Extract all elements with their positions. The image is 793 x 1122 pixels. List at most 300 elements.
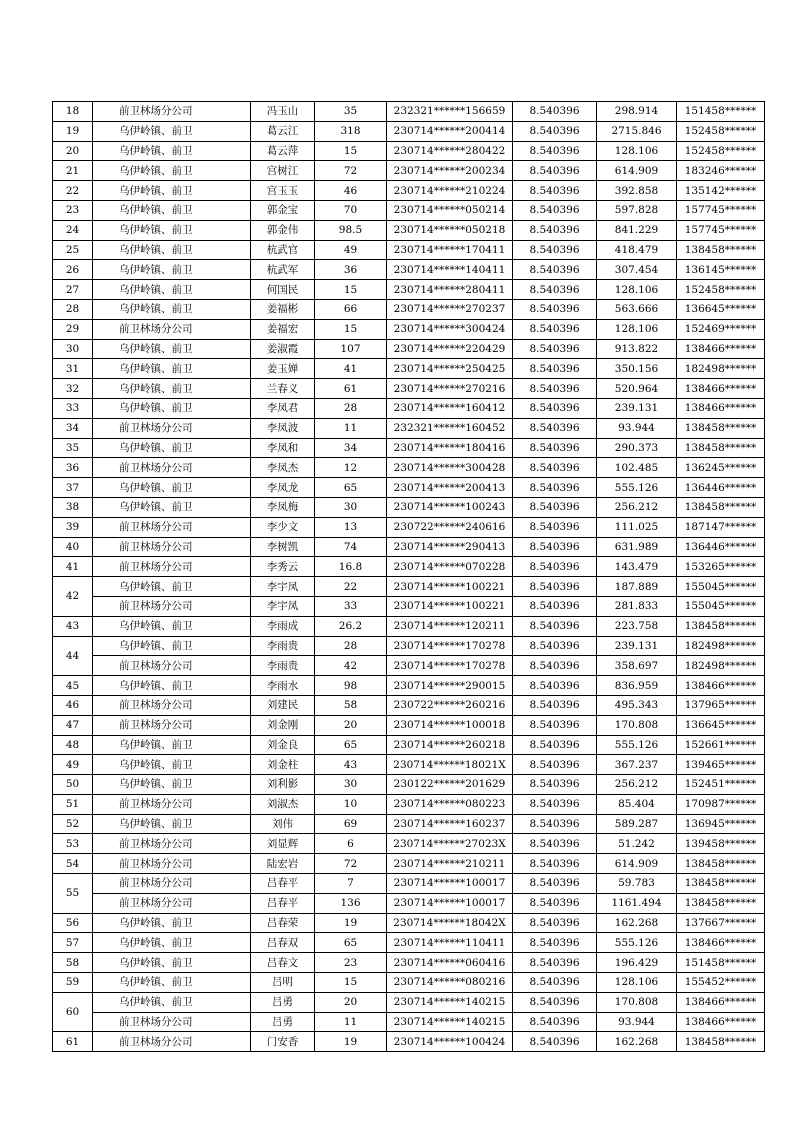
area-cell: 36: [315, 260, 387, 280]
rate-cell: 8.540396: [513, 418, 597, 438]
id-number-cell: 230714******080223: [387, 794, 513, 814]
area-cell: 10: [315, 794, 387, 814]
table-body: [53, 102, 765, 1052]
unit-cell: 乌伊岭镇、前卫: [93, 359, 251, 379]
table-row: [53, 181, 765, 201]
id-number-cell: 230714******180416: [387, 438, 513, 458]
table-row: [53, 537, 765, 557]
table-row: [53, 992, 765, 1012]
phone-cell: 155452******: [677, 973, 765, 993]
table-row: [53, 854, 765, 874]
amount-cell: 187.889: [597, 577, 677, 597]
amount-cell: 128.106: [597, 141, 677, 161]
rate-cell: 8.540396: [513, 933, 597, 953]
unit-cell: 前卫林场分公司: [93, 715, 251, 735]
rate-cell: 8.540396: [513, 775, 597, 795]
rate-cell: 8.540396: [513, 438, 597, 458]
unit-cell: 乌伊岭镇、前卫: [93, 933, 251, 953]
name-cell: 吕春荣: [251, 913, 315, 933]
amount-cell: 367.237: [597, 755, 677, 775]
table-row: [53, 557, 765, 577]
amount-cell: 102.485: [597, 458, 677, 478]
id-number-cell: 230714******050214: [387, 200, 513, 220]
id-number-cell: 230714******100221: [387, 596, 513, 616]
id-number-cell: 230714******170278: [387, 636, 513, 656]
id-number-cell: 230714******100017: [387, 893, 513, 913]
id-number-cell: 230714******060416: [387, 953, 513, 973]
area-cell: 15: [315, 319, 387, 339]
name-cell: 吕勇: [251, 992, 315, 1012]
amount-cell: 170.808: [597, 715, 677, 735]
name-cell: 姜福宏: [251, 319, 315, 339]
unit-cell: 乌伊岭镇、前卫: [93, 299, 251, 319]
unit-cell: 乌伊岭镇、前卫: [93, 913, 251, 933]
table-row: [53, 260, 765, 280]
table-row: [53, 913, 765, 933]
unit-cell: 前卫林场分公司: [93, 695, 251, 715]
name-cell: 杭武官: [251, 240, 315, 260]
area-cell: 98.5: [315, 220, 387, 240]
name-cell: 李雨成: [251, 616, 315, 636]
area-cell: 107: [315, 339, 387, 359]
id-number-cell: 230714******290015: [387, 676, 513, 696]
row-number-cell: 54: [53, 854, 93, 874]
name-cell: 宫树江: [251, 161, 315, 181]
unit-cell: 乌伊岭镇、前卫: [93, 141, 251, 161]
name-cell: 兰春义: [251, 379, 315, 399]
amount-cell: 597.828: [597, 200, 677, 220]
rate-cell: 8.540396: [513, 695, 597, 715]
amount-cell: 298.914: [597, 102, 677, 122]
row-number-cell: 49: [53, 755, 93, 775]
name-cell: 姜淑霞: [251, 339, 315, 359]
row-number-cell: 22: [53, 181, 93, 201]
phone-cell: 138458******: [677, 874, 765, 894]
rate-cell: 8.540396: [513, 161, 597, 181]
row-number-cell: 42: [53, 577, 93, 617]
id-number-cell: 230714******140411: [387, 260, 513, 280]
row-number-cell: 51: [53, 794, 93, 814]
rate-cell: 8.540396: [513, 537, 597, 557]
row-number-cell: 48: [53, 735, 93, 755]
rate-cell: 8.540396: [513, 953, 597, 973]
name-cell: 李凤和: [251, 438, 315, 458]
area-cell: 16.8: [315, 557, 387, 577]
id-number-cell: 230714******200414: [387, 121, 513, 141]
phone-cell: 138458******: [677, 893, 765, 913]
amount-cell: 495.343: [597, 695, 677, 715]
table-row: [53, 141, 765, 161]
rate-cell: 8.540396: [513, 200, 597, 220]
area-cell: 19: [315, 913, 387, 933]
amount-cell: 614.909: [597, 161, 677, 181]
phone-cell: 136645******: [677, 299, 765, 319]
row-number-cell: 30: [53, 339, 93, 359]
unit-cell: 前卫林场分公司: [93, 537, 251, 557]
unit-cell: 乌伊岭镇、前卫: [93, 121, 251, 141]
phone-cell: 138458******: [677, 497, 765, 517]
table-row: [53, 715, 765, 735]
phone-cell: 138466******: [677, 992, 765, 1012]
row-number-cell: 29: [53, 319, 93, 339]
table-row: [53, 973, 765, 993]
id-number-cell: 230714******200413: [387, 478, 513, 498]
rate-cell: 8.540396: [513, 834, 597, 854]
name-cell: 何国民: [251, 280, 315, 300]
table-row: [53, 735, 765, 755]
amount-cell: 281.833: [597, 596, 677, 616]
area-cell: 58: [315, 695, 387, 715]
row-number-cell: 41: [53, 557, 93, 577]
phone-cell: 138458******: [677, 418, 765, 438]
rate-cell: 8.540396: [513, 596, 597, 616]
phone-cell: 139465******: [677, 755, 765, 775]
name-cell: 刘显辉: [251, 834, 315, 854]
phone-cell: 152469******: [677, 319, 765, 339]
table-row: [53, 458, 765, 478]
name-cell: 刘建民: [251, 695, 315, 715]
area-cell: 72: [315, 161, 387, 181]
phone-cell: 182498******: [677, 359, 765, 379]
area-cell: 66: [315, 299, 387, 319]
phone-cell: 136645******: [677, 715, 765, 735]
name-cell: 李秀云: [251, 557, 315, 577]
phone-cell: 183246******: [677, 161, 765, 181]
name-cell: 陆宏岩: [251, 854, 315, 874]
name-cell: 李宇凤: [251, 577, 315, 597]
rate-cell: 8.540396: [513, 735, 597, 755]
table-row: [53, 319, 765, 339]
amount-cell: 392.858: [597, 181, 677, 201]
phone-cell: 136446******: [677, 537, 765, 557]
row-number-cell: 47: [53, 715, 93, 735]
phone-cell: 138466******: [677, 1012, 765, 1032]
table-row: [53, 1032, 765, 1052]
id-number-cell: 230714******160237: [387, 814, 513, 834]
id-number-cell: 230714******18042X: [387, 913, 513, 933]
unit-cell: 乌伊岭镇、前卫: [93, 497, 251, 517]
amount-cell: 614.909: [597, 854, 677, 874]
area-cell: 15: [315, 141, 387, 161]
rate-cell: 8.540396: [513, 181, 597, 201]
unit-cell: 乌伊岭镇、前卫: [93, 161, 251, 181]
row-number-cell: 58: [53, 953, 93, 973]
row-number-cell: 55: [53, 874, 93, 914]
unit-cell: 乌伊岭镇、前卫: [93, 973, 251, 993]
row-number-cell: 26: [53, 260, 93, 280]
table-row: [53, 398, 765, 418]
amount-cell: 196.429: [597, 953, 677, 973]
area-cell: 15: [315, 280, 387, 300]
id-number-cell: 230714******170411: [387, 240, 513, 260]
table-row: [53, 755, 765, 775]
rate-cell: 8.540396: [513, 794, 597, 814]
phone-cell: 152661******: [677, 735, 765, 755]
table-row: [53, 577, 765, 597]
row-number-cell: 38: [53, 497, 93, 517]
unit-cell: 乌伊岭镇、前卫: [93, 478, 251, 498]
table-row: [53, 676, 765, 696]
unit-cell: 乌伊岭镇、前卫: [93, 200, 251, 220]
table-row: [53, 161, 765, 181]
unit-cell: 乌伊岭镇、前卫: [93, 814, 251, 834]
amount-cell: 1161.494: [597, 893, 677, 913]
id-number-cell: 230714******100424: [387, 1032, 513, 1052]
unit-cell: 乌伊岭镇、前卫: [93, 636, 251, 656]
table-row: [53, 874, 765, 894]
rate-cell: 8.540396: [513, 973, 597, 993]
id-number-cell: 230714******18021X: [387, 755, 513, 775]
row-number-cell: 19: [53, 121, 93, 141]
amount-cell: 589.287: [597, 814, 677, 834]
row-number-cell: 24: [53, 220, 93, 240]
table-row: [53, 220, 765, 240]
phone-cell: 138466******: [677, 379, 765, 399]
id-number-cell: 230714******100018: [387, 715, 513, 735]
table-row: [53, 695, 765, 715]
amount-cell: 836.959: [597, 676, 677, 696]
area-cell: 69: [315, 814, 387, 834]
unit-cell: 乌伊岭镇、前卫: [93, 220, 251, 240]
id-number-cell: 230714******100243: [387, 497, 513, 517]
row-number-cell: 31: [53, 359, 93, 379]
area-cell: 28: [315, 636, 387, 656]
unit-cell: 乌伊岭镇、前卫: [93, 616, 251, 636]
area-cell: 11: [315, 1012, 387, 1032]
table-row: [53, 933, 765, 953]
phone-cell: 187147******: [677, 517, 765, 537]
phone-cell: 136145******: [677, 260, 765, 280]
id-number-cell: 230714******100221: [387, 577, 513, 597]
rate-cell: 8.540396: [513, 299, 597, 319]
table-row: [53, 200, 765, 220]
id-number-cell: 230714******290413: [387, 537, 513, 557]
amount-cell: 418.479: [597, 240, 677, 260]
amount-cell: 841.229: [597, 220, 677, 240]
id-number-cell: 230722******240616: [387, 517, 513, 537]
area-cell: 11: [315, 418, 387, 438]
table-row: [53, 775, 765, 795]
amount-cell: 93.944: [597, 1012, 677, 1032]
name-cell: 李宇凤: [251, 596, 315, 616]
row-number-cell: 53: [53, 834, 93, 854]
name-cell: 刘金柱: [251, 755, 315, 775]
id-number-cell: 230714******140215: [387, 1012, 513, 1032]
phone-cell: 138458******: [677, 1032, 765, 1052]
area-cell: 72: [315, 854, 387, 874]
phone-cell: 138466******: [677, 933, 765, 953]
rate-cell: 8.540396: [513, 755, 597, 775]
unit-cell: 前卫林场分公司: [93, 1032, 251, 1052]
id-number-cell: 230122******201629: [387, 775, 513, 795]
name-cell: 刘金刚: [251, 715, 315, 735]
unit-cell: 乌伊岭镇、前卫: [93, 577, 251, 597]
id-number-cell: 230714******280422: [387, 141, 513, 161]
table-row: [53, 616, 765, 636]
rate-cell: 8.540396: [513, 676, 597, 696]
row-number-cell: 18: [53, 102, 93, 122]
table-row: [53, 953, 765, 973]
unit-cell: 乌伊岭镇、前卫: [93, 676, 251, 696]
amount-cell: 162.268: [597, 1032, 677, 1052]
table-row: [53, 418, 765, 438]
name-cell: 杭武军: [251, 260, 315, 280]
unit-cell: 乌伊岭镇、前卫: [93, 339, 251, 359]
area-cell: 28: [315, 398, 387, 418]
name-cell: 李凤君: [251, 398, 315, 418]
amount-cell: 239.131: [597, 398, 677, 418]
row-number-cell: 44: [53, 636, 93, 676]
amount-cell: 555.126: [597, 478, 677, 498]
phone-cell: 157745******: [677, 220, 765, 240]
table-row: [53, 478, 765, 498]
phone-cell: 138458******: [677, 854, 765, 874]
table-row: [53, 379, 765, 399]
unit-cell: 乌伊岭镇、前卫: [93, 775, 251, 795]
row-number-cell: 36: [53, 458, 93, 478]
table-row: [53, 656, 765, 676]
area-cell: 12: [315, 458, 387, 478]
row-number-cell: 61: [53, 1032, 93, 1052]
id-number-cell: 230714******070228: [387, 557, 513, 577]
area-cell: 15: [315, 973, 387, 993]
unit-cell: 乌伊岭镇、前卫: [93, 953, 251, 973]
rate-cell: 8.540396: [513, 656, 597, 676]
amount-cell: 170.808: [597, 992, 677, 1012]
area-cell: 74: [315, 537, 387, 557]
unit-cell: 乌伊岭镇、前卫: [93, 379, 251, 399]
rate-cell: 8.540396: [513, 1012, 597, 1032]
id-number-cell: 230714******270216: [387, 379, 513, 399]
unit-cell: 前卫林场分公司: [93, 834, 251, 854]
rate-cell: 8.540396: [513, 359, 597, 379]
rate-cell: 8.540396: [513, 121, 597, 141]
name-cell: 李雨贵: [251, 656, 315, 676]
rate-cell: 8.540396: [513, 557, 597, 577]
phone-cell: 138458******: [677, 438, 765, 458]
rate-cell: 8.540396: [513, 913, 597, 933]
rate-cell: 8.540396: [513, 280, 597, 300]
rate-cell: 8.540396: [513, 517, 597, 537]
row-number-cell: 43: [53, 616, 93, 636]
id-number-cell: 230714******220429: [387, 339, 513, 359]
unit-cell: 乌伊岭镇、前卫: [93, 755, 251, 775]
area-cell: 49: [315, 240, 387, 260]
row-number-cell: 33: [53, 398, 93, 418]
phone-cell: 155045******: [677, 596, 765, 616]
phone-cell: 138466******: [677, 398, 765, 418]
amount-cell: 239.131: [597, 636, 677, 656]
area-cell: 65: [315, 933, 387, 953]
amount-cell: 2715.846: [597, 121, 677, 141]
phone-cell: 170987******: [677, 794, 765, 814]
unit-cell: 前卫林场分公司: [93, 874, 251, 894]
unit-cell: 前卫林场分公司: [93, 656, 251, 676]
id-number-cell: 230714******210224: [387, 181, 513, 201]
phone-cell: 137667******: [677, 913, 765, 933]
name-cell: 冯玉山: [251, 102, 315, 122]
table-row: [53, 121, 765, 141]
area-cell: 30: [315, 775, 387, 795]
phone-cell: 138458******: [677, 616, 765, 636]
table-row: [53, 834, 765, 854]
rate-cell: 8.540396: [513, 141, 597, 161]
name-cell: 李雨水: [251, 676, 315, 696]
amount-cell: 631.989: [597, 537, 677, 557]
phone-cell: 152458******: [677, 121, 765, 141]
rate-cell: 8.540396: [513, 319, 597, 339]
row-number-cell: 35: [53, 438, 93, 458]
phone-cell: 151458******: [677, 953, 765, 973]
table-row: [53, 596, 765, 616]
unit-cell: 前卫林场分公司: [93, 517, 251, 537]
id-number-cell: 230714******27023X: [387, 834, 513, 854]
amount-cell: 350.156: [597, 359, 677, 379]
id-number-cell: 230714******140215: [387, 992, 513, 1012]
table-row: [53, 893, 765, 913]
name-cell: 刘利影: [251, 775, 315, 795]
phone-cell: 139458******: [677, 834, 765, 854]
rate-cell: 8.540396: [513, 398, 597, 418]
amount-cell: 307.454: [597, 260, 677, 280]
unit-cell: 乌伊岭镇、前卫: [93, 260, 251, 280]
amount-cell: 128.106: [597, 280, 677, 300]
phone-cell: 137965******: [677, 695, 765, 715]
area-cell: 43: [315, 755, 387, 775]
area-cell: 136: [315, 893, 387, 913]
amount-cell: 93.944: [597, 418, 677, 438]
name-cell: 葛云萍: [251, 141, 315, 161]
row-number-cell: 50: [53, 775, 93, 795]
id-number-cell: 232321******156659: [387, 102, 513, 122]
name-cell: 吕春平: [251, 893, 315, 913]
area-cell: 20: [315, 992, 387, 1012]
id-number-cell: 230714******200234: [387, 161, 513, 181]
phone-cell: 182498******: [677, 656, 765, 676]
name-cell: 吕明: [251, 973, 315, 993]
subsidy-table: [52, 101, 765, 1052]
rate-cell: 8.540396: [513, 379, 597, 399]
name-cell: 姜玉婵: [251, 359, 315, 379]
id-number-cell: 230714******210211: [387, 854, 513, 874]
amount-cell: 520.964: [597, 379, 677, 399]
area-cell: 98: [315, 676, 387, 696]
unit-cell: 乌伊岭镇、前卫: [93, 181, 251, 201]
row-number-cell: 60: [53, 992, 93, 1032]
amount-cell: 555.126: [597, 735, 677, 755]
phone-cell: 155045******: [677, 577, 765, 597]
rate-cell: 8.540396: [513, 874, 597, 894]
phone-cell: 151458******: [677, 102, 765, 122]
row-number-cell: 39: [53, 517, 93, 537]
row-number-cell: 34: [53, 418, 93, 438]
id-number-cell: 232321******160452: [387, 418, 513, 438]
area-cell: 34: [315, 438, 387, 458]
area-cell: 19: [315, 1032, 387, 1052]
amount-cell: 162.268: [597, 913, 677, 933]
rate-cell: 8.540396: [513, 220, 597, 240]
name-cell: 李凤龙: [251, 478, 315, 498]
rate-cell: 8.540396: [513, 715, 597, 735]
id-number-cell: 230714******120211: [387, 616, 513, 636]
area-cell: 13: [315, 517, 387, 537]
table-row: [53, 517, 765, 537]
table-row: [53, 1012, 765, 1032]
rate-cell: 8.540396: [513, 339, 597, 359]
row-number-cell: 23: [53, 200, 93, 220]
id-number-cell: 230714******050218: [387, 220, 513, 240]
unit-cell: 乌伊岭镇、前卫: [93, 280, 251, 300]
